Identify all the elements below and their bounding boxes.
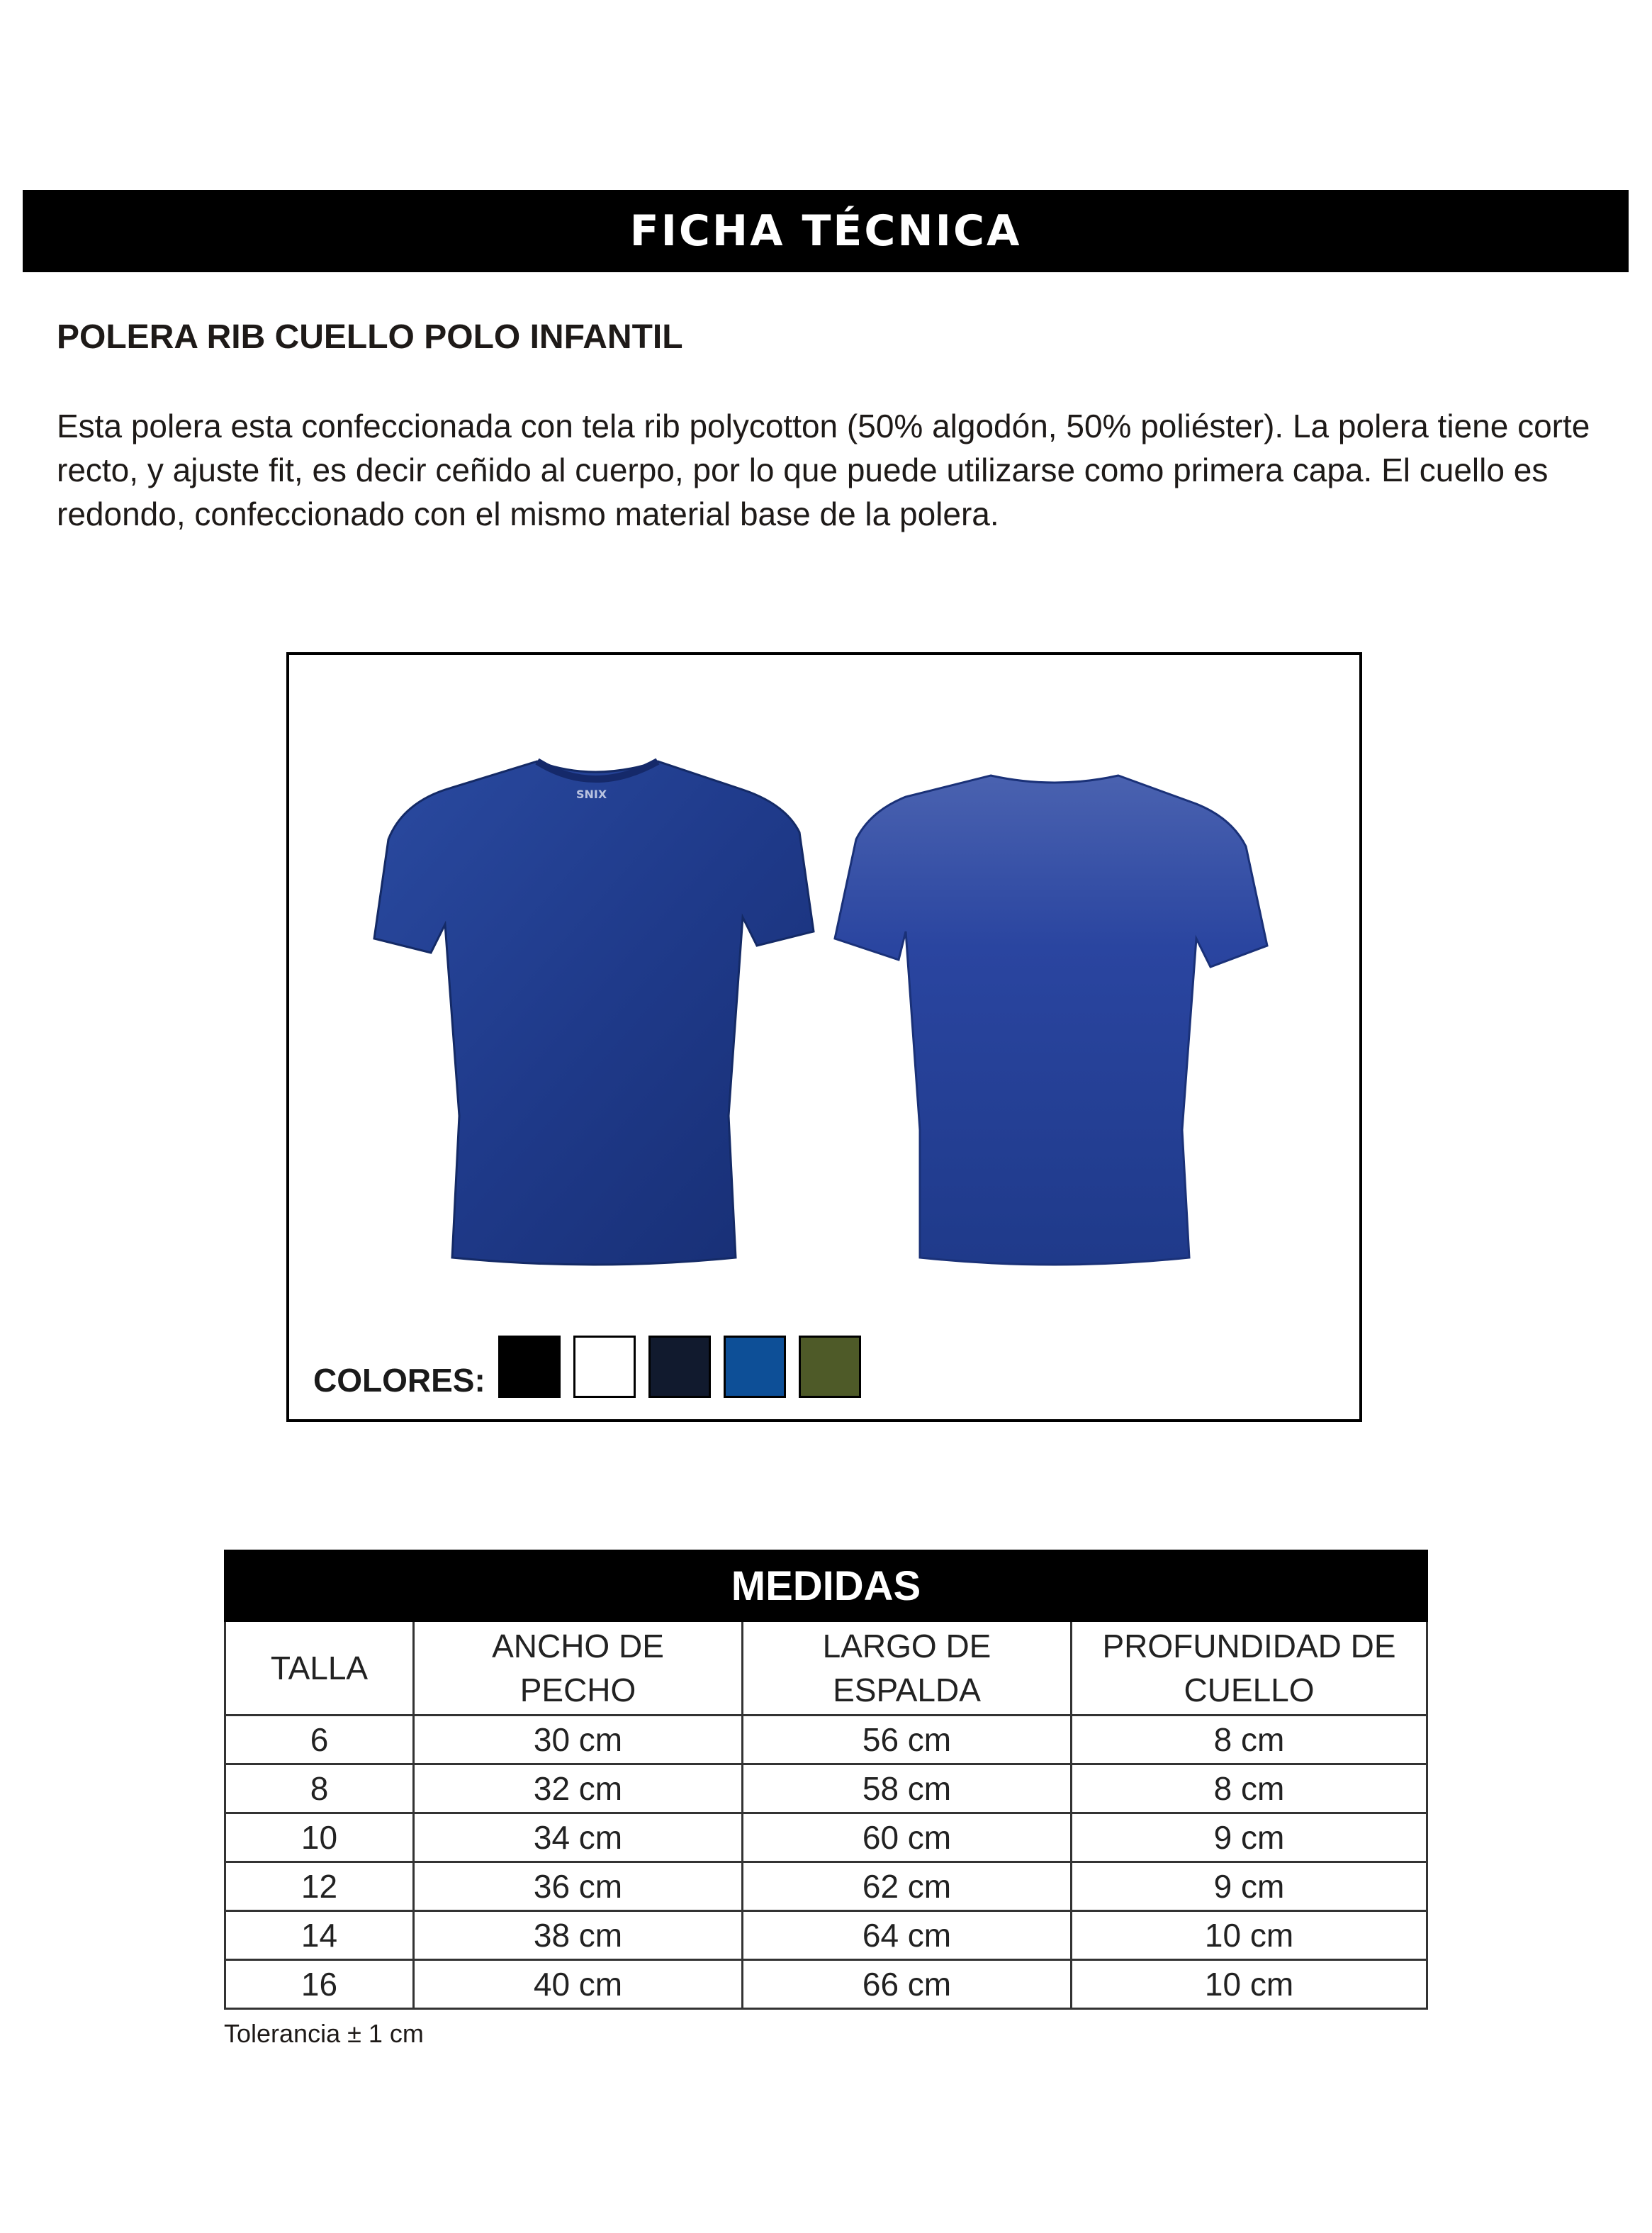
cell-talla: 14: [225, 1911, 414, 1960]
color-swatch-blue: [724, 1336, 786, 1398]
cell-largo: 64 cm: [743, 1911, 1072, 1960]
table-row: [225, 1764, 1427, 1813]
tolerance-note: Tolerancia ± 1 cm: [224, 2019, 424, 2048]
column-header-largo: LARGO DE ESPALDA: [743, 1621, 1072, 1716]
cell-largo: 66 cm: [743, 1960, 1072, 2009]
table-row: [225, 1862, 1427, 1911]
cell-largo: 58 cm: [743, 1764, 1072, 1813]
cell-profundidad: 9 cm: [1072, 1862, 1427, 1911]
cell-largo: 56 cm: [743, 1716, 1072, 1764]
table-row: [225, 1813, 1427, 1862]
colors-row: [313, 1336, 874, 1398]
table-title: MEDIDAS: [225, 1551, 1427, 1621]
cell-ancho: 30 cm: [414, 1716, 743, 1764]
cell-profundidad: 10 cm: [1072, 1911, 1427, 1960]
color-swatch-black: [498, 1336, 561, 1398]
cell-ancho: 32 cm: [414, 1764, 743, 1813]
product-description: Esta polera esta confeccionada con tela rib polycotton (50% algodón, 50% poliéster). La polera tiene corte recto, y ajuste fit, es decir ceñido al cuerpo, por lo que puede utilizarse como primera capa. El cuello es redondo, confeccionado con el mismo material base de la polera.: [57, 408, 1590, 532]
measurements-table-wrap: [224, 1550, 1426, 2010]
cell-ancho: 38 cm: [414, 1911, 743, 1960]
column-header-profundidad: PROFUNDIDAD DE CUELLO: [1072, 1621, 1427, 1716]
cell-ancho: 36 cm: [414, 1862, 743, 1911]
column-header-ancho: ANCHO DE PECHO: [414, 1621, 743, 1716]
shirt-front-image: [360, 747, 842, 1279]
table-row: [225, 1716, 1427, 1764]
shirt-back-image: [828, 761, 1281, 1279]
header-bar: [23, 190, 1629, 272]
cell-largo: 60 cm: [743, 1813, 1072, 1862]
brand-label: SNIX: [576, 788, 607, 801]
cell-profundidad: 8 cm: [1072, 1764, 1427, 1813]
column-header-talla: TALLA: [225, 1621, 414, 1716]
table-row: [225, 1911, 1427, 1960]
color-swatch-olive: [799, 1336, 861, 1398]
cell-talla: 10: [225, 1813, 414, 1862]
measurements-table: [224, 1550, 1428, 2010]
cell-talla: 8: [225, 1764, 414, 1813]
cell-largo: 62 cm: [743, 1862, 1072, 1911]
cell-profundidad: 10 cm: [1072, 1960, 1427, 2009]
colors-label: COLORES:: [313, 1362, 485, 1399]
cell-talla: 12: [225, 1862, 414, 1911]
product-image-frame: [286, 652, 1362, 1422]
color-swatch-navy: [648, 1336, 711, 1398]
product-title: POLERA RIB CUELLO POLO INFANTIL: [57, 318, 683, 356]
cell-profundidad: 9 cm: [1072, 1813, 1427, 1862]
cell-talla: 16: [225, 1960, 414, 2009]
cell-ancho: 40 cm: [414, 1960, 743, 2009]
table-row: [225, 1960, 1427, 2009]
cell-profundidad: 8 cm: [1072, 1716, 1427, 1764]
cell-ancho: 34 cm: [414, 1813, 743, 1862]
page-title: FICHA TÉCNICA: [629, 206, 1022, 256]
cell-talla: 6: [225, 1716, 414, 1764]
color-swatch-white: [573, 1336, 636, 1398]
